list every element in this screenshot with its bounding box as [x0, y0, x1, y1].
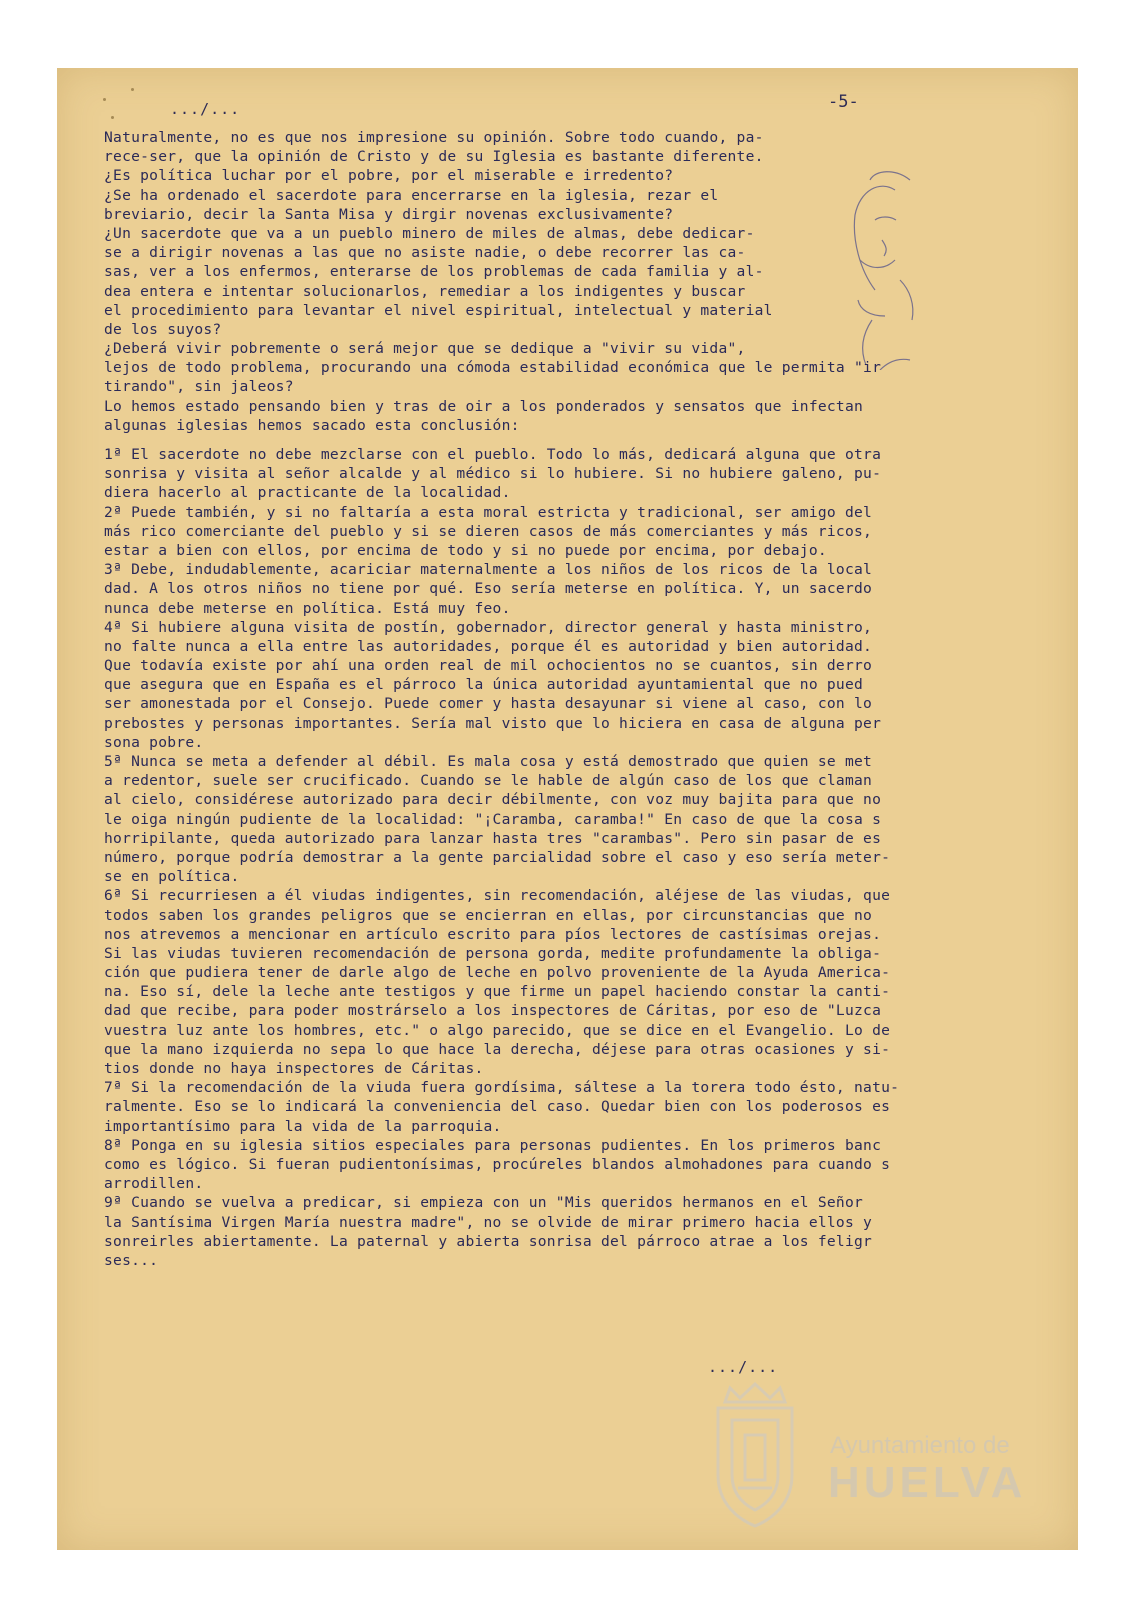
text-line: dad. A los otros niños no tiene por qué. Eso sería meterse en política. Y, un sacerdo	[104, 580, 873, 598]
text-line: 9ª Cuando se vuelva a predicar, si empieza con un "Mis queridos hermanos en el Señor	[104, 1194, 864, 1212]
continuation-top: .../...	[170, 100, 241, 118]
text-line	[104, 435, 1004, 445]
text-line: ses...	[104, 1251, 159, 1269]
text-line: todos saben los grandes peligros que se encierran en ellas, por circunstancias que no	[104, 906, 873, 924]
text-line: diera hacerlo al practicante de la localidad.	[104, 484, 511, 502]
text-line: no falte nunca a ella entre las autoridades, porque él es autoridad y bien autoridad.	[104, 637, 873, 655]
text-line: 3ª Debe, indudablemente, acariciar maternalmente a los niños de los ricos de la local	[104, 561, 873, 579]
text-line: tirando", sin jaleos?	[104, 378, 294, 396]
text-line: sona pobre.	[104, 733, 204, 751]
text-line: dad que recibe, para poder mostrárselo a los inspectores de Cáritas, por eso de "Luzca	[104, 1002, 882, 1020]
text-line: el procedimiento para levantar el nivel espiritual, intelectual y material	[104, 301, 773, 319]
text-line: nunca debe meterse en política. Está muy feo.	[104, 599, 511, 617]
text-line: breviario, decir la Santa Misa y dirgir novenas exclusivamente?	[104, 205, 674, 223]
text-line: importantísimo para la vida de la parroquia.	[104, 1117, 502, 1135]
text-line: arrodillen.	[104, 1175, 204, 1193]
archive-watermark	[700, 1380, 1040, 1530]
typed-body-text	[104, 128, 1004, 1270]
text-line: sas, ver a los enfermos, enterarse de los problemas de cada familia y al-	[104, 263, 764, 281]
text-line: na. Eso sí, dele la leche ante testigos y que firme un papel haciendo constar la canti-	[104, 983, 891, 1001]
coat-of-arms-logo	[700, 1380, 810, 1530]
text-line: 7ª Si la recomendación de la viuda fuera gordísima, sáltese a la torera todo ésto, natu-	[104, 1079, 900, 1097]
text-line: Que todavía existe por ahí una orden real de mil ochocientos no se cuantos, sin derro	[104, 657, 873, 675]
text-line: a redentor, suele ser crucificado. Cuando se le hable de algún caso de los que claman	[104, 772, 873, 790]
text-line: horripilante, queda autorizado para lanzar hasta tres "carambas". Pero sin pasar de es	[104, 829, 882, 847]
text-line: 5ª Nunca se meta a defender al débil. Es mala cosa y está demostrado que quien se met	[104, 753, 873, 770]
text-line: 6ª Si recurriesen a él viudas indigentes, sin recomendación, aléjese de las viudas, que	[104, 887, 891, 905]
text-line: algunas iglesias hemos sacado esta conclusión:	[104, 416, 520, 434]
text-line: de los suyos?	[104, 320, 222, 338]
text-line: 8ª Ponga en su iglesia sitios especiales para personas pudientes. En los primeros banc	[104, 1136, 882, 1154]
text-line: Lo hemos estado pensando bien y tras de oir a los ponderados y sensatos que infectan	[104, 397, 864, 415]
text-line: al cielo, considérese autorizado para decir débilmente, con voz muy bajita para que no	[104, 791, 882, 809]
text-line: le oiga ningún pudiente de la localidad: "¡Caramba, caramba!" En caso de que la cosa s	[104, 810, 882, 828]
text-line: ¿Un sacerdote que va a un pueblo minero de miles de almas, debe dedicar-	[104, 224, 755, 242]
text-line: sonreirles abiertamente. La paternal y abierta sonrisa del párroco atrae a los feligr	[104, 1232, 873, 1250]
text-line: se en política.	[104, 868, 240, 886]
page-number: -5-	[828, 92, 859, 112]
text-line: tios donde no haya inspectores de Cáritas.	[104, 1060, 484, 1077]
text-line: Si las viudas tuvieren recomendación de persona gorda, medite profundamente la obliga-	[104, 944, 882, 962]
text-line: prebostes y personas importantes. Sería mal visto que lo hiciera en casa de alguna per	[104, 714, 882, 732]
text-line: 2ª Puede también, y si no faltaría a esta moral estricta y tradicional, ser amigo del	[104, 503, 873, 521]
text-line: 1ª El sacerdote no debe mezclarse con el pueblo. Todo lo más, dedicará alguna que otra	[104, 446, 882, 463]
text-line: que la mano izquierda no sepa lo que hace la derecha, déjese para otras ocasiones y si-	[104, 1040, 891, 1058]
text-line: ¿Se ha ordenado el sacerdote para encerrarse en la iglesia, rezar el	[104, 186, 719, 204]
text-line: ción que pudiera tener de darle algo de leche en polvo proveniente de la Ayuda America-	[104, 964, 891, 982]
text-line: más rico comerciante del pueblo y si se dieren casos de más comerciantes y más ricos,	[104, 522, 873, 540]
text-line: que asegura que en España es el párroco la única autoridad ayuntamiental que no pued	[104, 676, 864, 694]
text-line: rece-ser, que la opinión de Cristo y de su Iglesia es bastante diferente.	[104, 148, 764, 166]
text-line: Naturalmente, no es que nos impresione su opinión. Sobre todo cuando, pa-	[104, 129, 764, 146]
text-line: la Santísima Virgen María nuestra madre", no se olvide de mirar primero hacia ellos y	[104, 1213, 873, 1231]
watermark-line2: HUELVA	[828, 1458, 1027, 1507]
watermark-line1: Ayuntamiento de	[830, 1432, 1010, 1459]
text-line: ¿Es política luchar por el pobre, por el miserable e irredento?	[104, 167, 674, 185]
text-line: ser amonestada por el Consejo. Puede comer y hasta desayunar si viene al caso, con lo	[104, 695, 873, 713]
text-line: ralmente. Eso se lo indicará la conveniencia del caso. Quedar bien con los poderosos es	[104, 1098, 891, 1116]
text-line: número, porque podría demostrar a la gente parcialidad sobre el caso y eso sería meter-	[104, 848, 891, 866]
text-line: sonrisa y visita al señor alcalde y al médico si lo hubiere. Si no hubiere galeno, pu-	[104, 465, 882, 483]
text-line: vuestra luz ante los hombres, etc." o algo parecido, que se dice en el Evangelio. Lo de	[104, 1021, 891, 1039]
text-line: como es lógico. Si fueran pudientonísimas, procúreles blandos almohadones para cuando s	[104, 1155, 891, 1173]
text-line: estar a bien con ellos, por encima de todo y si no puede por encima, por debajo.	[104, 541, 827, 559]
continuation-bottom: .../...	[708, 1358, 779, 1376]
text-line: lejos de todo problema, procurando una cómoda estabilidad económica que le permita "ir	[104, 359, 882, 377]
punch-marks	[101, 86, 141, 126]
text-line: dea entera e intentar solucionarlos, remediar a los indigentes y buscar	[104, 282, 746, 300]
text-line: 4ª Si hubiere alguna visita de postín, gobernador, director general y hasta ministro,	[104, 618, 873, 636]
text-line: ¿Deberá vivir pobremente o será mejor que se dedique a "vivir su vida",	[104, 340, 746, 358]
text-line: se a dirigir novenas a las que no asiste nadie, o debe recorrer las ca-	[104, 244, 746, 262]
text-line: nos atrevemos a mencionar en artículo escrito para píos lectores de castísimas orejas.	[104, 925, 882, 943]
